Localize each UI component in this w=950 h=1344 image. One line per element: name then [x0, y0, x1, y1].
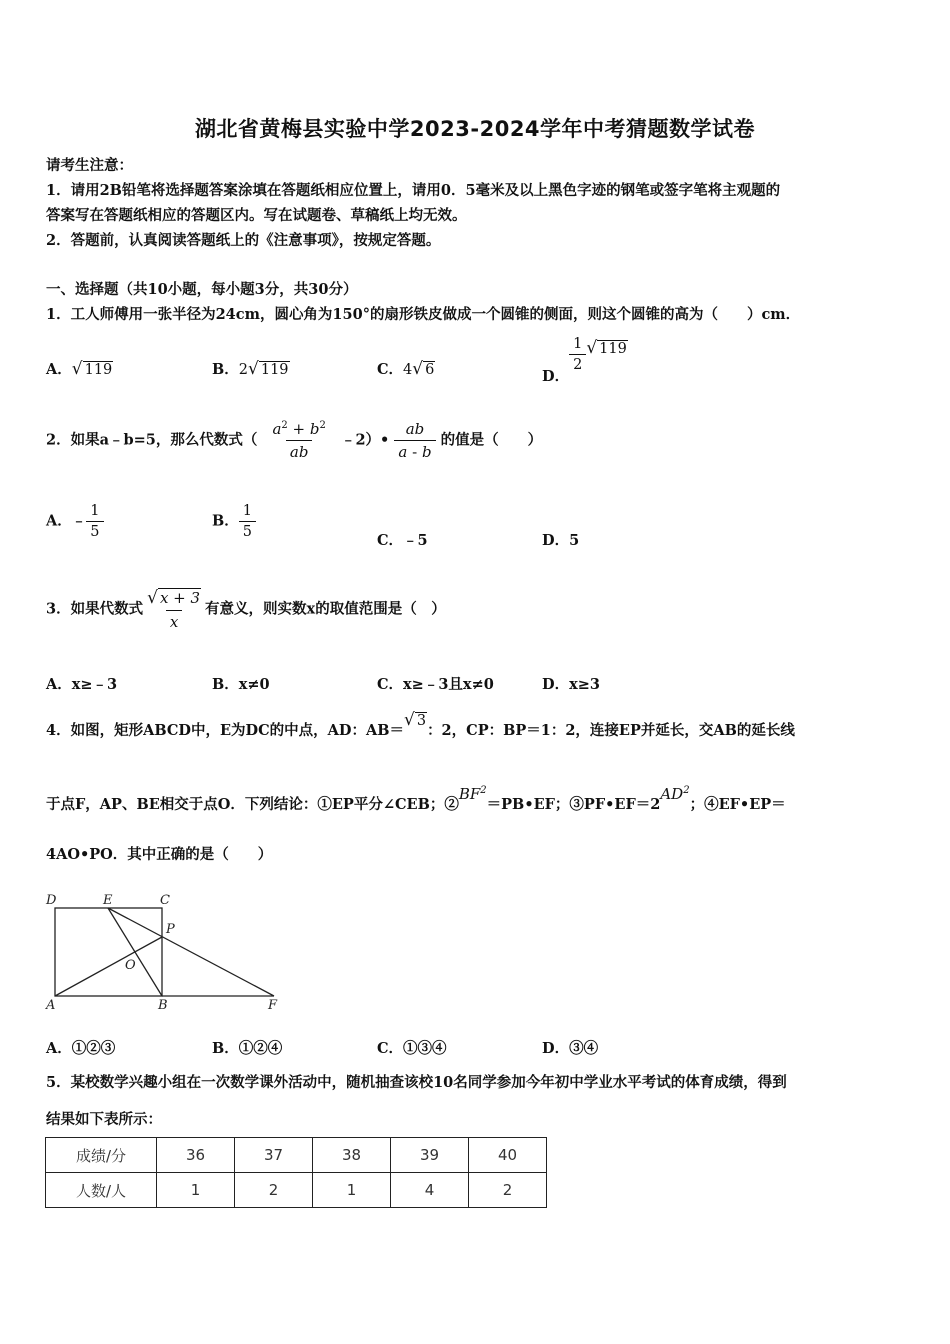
q2-option-d: [542, 529, 579, 550]
q1-option-d: D． $\frac{1}{2}$ √ 119: [542, 336, 627, 385]
q4-line-2: [46, 785, 786, 814]
q4-line1-a: 4．如图，矩形ABCD中，E为DC的中点，AD：AB＝: [46, 722, 404, 739]
page-title: 湖北省黄梅县实验中学2023-2024学年中考猜题数学试卷: [194, 117, 756, 141]
label-o: O: [125, 958, 136, 973]
q2-stem: [46, 420, 542, 461]
q2-f2-den-minus: -: [412, 443, 418, 461]
q2-b-den: 5: [239, 521, 256, 540]
q3-prefix: 3．如果代数式: [46, 600, 144, 618]
q2-exp-a: 2: [281, 420, 288, 431]
q2-a-label: A．: [46, 512, 72, 530]
table-cell: 1: [313, 1173, 391, 1208]
q1-d-num: 1: [573, 336, 583, 352]
notice-line-2: 答案写在答题纸相应的答题区内。写在试题卷、草稿纸上均无效。: [46, 207, 467, 224]
q2-option-b: [212, 503, 256, 540]
q2-c-label: C．: [377, 532, 404, 549]
q1-option-a: A．√ 119: [46, 359, 113, 379]
q2-c-value: ﹣5: [403, 532, 428, 549]
notice-line-1: 1．请用2B铅笔将选择题答案涂填在答题纸相应位置上，请用0．5毫米及以上黑色字迹的钢笔或签字笔将主观题的: [46, 182, 781, 199]
label-b: B: [158, 998, 168, 1013]
table-header-score: 成绩/分: [46, 1138, 157, 1173]
q2-fraction-2: [394, 420, 435, 461]
table-cell: 39: [391, 1138, 469, 1173]
q1-c-label: C．: [377, 361, 404, 378]
q3-fraction: $\frac{√ x + 3}{x}$: [147, 588, 201, 631]
table-cell: 1: [157, 1173, 235, 1208]
line-ap: [55, 937, 162, 996]
q4-bf: BF: [458, 785, 481, 803]
q2-f2-num: ab: [405, 420, 425, 438]
label-d: D: [46, 893, 57, 908]
q1-a-label: A．: [46, 361, 72, 378]
q2-f1-den: ab: [286, 440, 313, 461]
q1-b-label: B．: [212, 361, 239, 378]
q1-d-radicand: 119: [599, 340, 627, 357]
q1-d-den: 2: [569, 354, 586, 373]
q4-figure: [40, 888, 290, 1014]
q2-var-a: a: [272, 420, 282, 438]
q3-radicand: x + 3: [159, 589, 201, 607]
q2-exp-b: 2: [319, 420, 326, 431]
line-ef: [108, 908, 274, 996]
rectangle-abcd: [55, 908, 162, 996]
label-c: C: [160, 893, 170, 908]
q1-option-c: C．4√ 6: [377, 359, 435, 379]
q1-c-coef: 4: [403, 362, 413, 378]
q3-option-d: D．x≥3: [542, 676, 600, 693]
q4-option-d: D．③④: [542, 1040, 599, 1057]
section-heading: 一、选择题（共10小题，每小题3分，共30分）: [46, 281, 358, 298]
q2-a-sign: ﹣: [71, 512, 87, 530]
q3-option-a: A．x≥﹣3: [46, 676, 118, 693]
table-cell: 38: [313, 1138, 391, 1173]
table-cell: 37: [235, 1138, 313, 1173]
q4-line-1: 4．如图，矩形ABCD中，E为DC的中点，AD：AB＝√ 3：2，CP：BP＝1：2，连接EP并延长，交AB的延长线: [46, 710, 795, 739]
q2-d-value: 5: [569, 532, 580, 549]
line-be: [108, 908, 162, 996]
table-row: [46, 1138, 547, 1173]
table-cell: 2: [469, 1173, 547, 1208]
q2-b-label: B．: [212, 512, 239, 530]
q3-stem: [46, 588, 446, 631]
q2-suffix: 的值是（ ）: [440, 431, 543, 449]
q2-f2-den-a: a: [398, 443, 408, 461]
q2-fraction-1: [262, 420, 335, 461]
q2-a-num: 1: [90, 503, 100, 519]
q1-option-b: B．2√ 119: [212, 359, 289, 379]
label-e: E: [103, 893, 113, 908]
q4-radicand: 3: [416, 713, 427, 729]
label-a: A: [46, 998, 56, 1013]
q3-option-c: C．x≥﹣3且x≠0: [377, 676, 494, 693]
q1-c-radicand: 6: [425, 362, 435, 378]
q4-option-c: C．①③④: [377, 1040, 447, 1057]
q2-middle: ﹣2）•: [340, 431, 390, 449]
q4-line2-c: ；④EF•EP＝: [689, 796, 786, 813]
q1-a-radicand: 119: [84, 362, 113, 378]
q3-suffix: 有意义，则实数x的取值范围是（ ）: [205, 600, 446, 618]
q4-ad: AD: [660, 785, 684, 803]
q1-stem: 1．工人师傅用一张半径为24cm，圆心角为150°的扇形铁皮做成一个圆锥的侧面，则这个圆锥的高为（ ）cm．: [46, 306, 801, 323]
q2-b-num: 1: [242, 503, 252, 519]
q2-prefix: 2．如果a﹣b=5，那么代数式（: [46, 431, 258, 449]
q2-f2-den-b: b: [421, 443, 432, 461]
q4-ad-exp: 2: [683, 785, 690, 796]
q2-option-c: [377, 529, 428, 550]
q3-den: x: [166, 610, 182, 631]
table-cell: 2: [235, 1173, 313, 1208]
table-cell: 40: [469, 1138, 547, 1173]
label-f: F: [268, 998, 278, 1013]
table-cell: 4: [391, 1173, 469, 1208]
q4-line2-b: ＝PB•EF；③PF•EF＝2: [486, 796, 661, 813]
q1-b-radicand: 119: [260, 362, 289, 378]
notice-heading: 请考生注意：: [46, 157, 133, 174]
q5-line-2: 结果如下表所示：: [46, 1111, 162, 1128]
q4-line1-b: ：2，CP：BP＝1：2，连接EP并延长，交AB的延长线: [427, 722, 795, 739]
q4-line2-a: 于点F，AP、BE相交于点O．下列结论：①EP平分∠CEB；②: [46, 796, 459, 813]
q1-b-coef: 2: [238, 362, 248, 378]
notice-line-3: 2．答题前，认真阅读答题纸上的《注意事项》，按规定答题。: [46, 232, 441, 249]
score-table: [45, 1137, 547, 1208]
q2-option-a: [46, 503, 104, 540]
q1-d-label: D．: [542, 367, 570, 385]
q4-option-a: A．①②③: [46, 1040, 116, 1057]
q4-line-3: 4AO•PO．其中正确的是（ ）: [46, 846, 273, 863]
q3-option-b: B．x≠0: [212, 676, 270, 693]
table-header-count: 人数/人: [46, 1173, 157, 1208]
q2-plus: +: [292, 420, 306, 438]
q4-option-b: B．①②④: [212, 1040, 283, 1057]
q4-bf-exp: 2: [480, 785, 487, 796]
q2-a-den: 5: [86, 521, 103, 540]
q5-line-1: 5．某校数学兴趣小组在一次数学课外活动中，随机抽查该校10名同学参加今年初中学业水平考试的体育成绩，得到: [46, 1074, 787, 1091]
q2-var-b: b: [309, 420, 320, 438]
table-row: [46, 1173, 547, 1208]
q2-d-label: D．: [542, 532, 570, 549]
table-cell: 36: [157, 1138, 235, 1173]
label-p: P: [166, 922, 175, 937]
